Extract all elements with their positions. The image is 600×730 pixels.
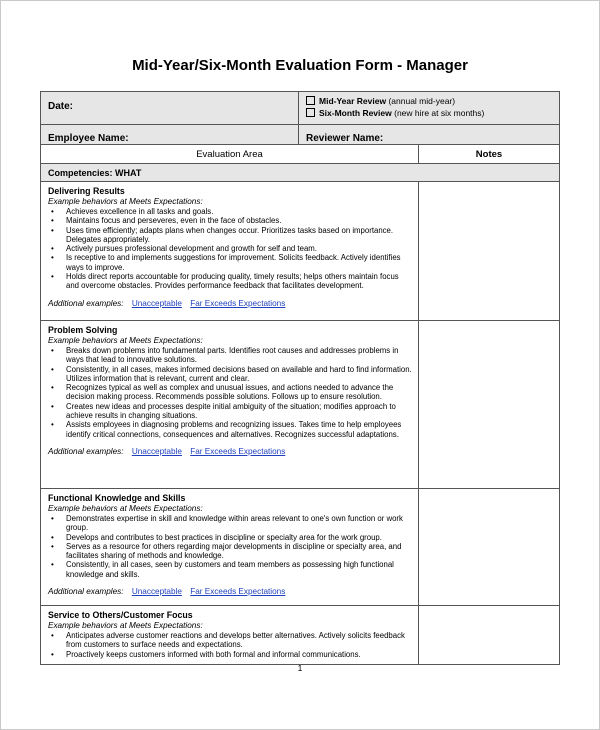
section-service-to-others — [41, 606, 559, 664]
section-functional-knowledge — [41, 489, 559, 606]
names-row — [41, 125, 559, 145]
section-problem-solving — [41, 321, 559, 489]
additional-examples-label: Additional examples: — [48, 446, 124, 456]
review-type-cell — [299, 92, 559, 124]
column-header-row — [41, 145, 559, 164]
section-subtitle: Example behaviors at Meets Expectations: — [48, 336, 203, 345]
reviewer-name-label: Reviewer Name: — [306, 133, 384, 144]
behavior-list — [48, 514, 412, 579]
reviewer-name-cell[interactable] — [299, 125, 559, 144]
section-content — [41, 321, 419, 488]
mid-year-checkbox[interactable] — [306, 96, 315, 105]
notes-cell[interactable] — [419, 489, 559, 605]
date-cell[interactable] — [41, 92, 299, 124]
section-content — [41, 182, 419, 320]
section-subtitle: Example behaviors at Meets Expectations: — [48, 621, 203, 630]
list-item: • Assists employees in diagnosing problems and recognizing issues. Takes time to help employees identify critical connections, consequences and alternatives. Recognizes successful adaptations. — [66, 420, 412, 439]
notes-cell[interactable] — [419, 182, 559, 320]
far-exceeds-link[interactable]: Far Exceeds Expectations — [190, 587, 286, 597]
list-item: • Achieves excellence in all tasks and goals. — [66, 207, 412, 216]
list-item: • Consistently, in all cases, seen by customers and team members as possessing high functional knowledge and skills. — [66, 560, 412, 579]
employee-name-cell[interactable] — [41, 125, 299, 144]
additional-examples-label: Additional examples: — [48, 298, 124, 308]
list-item: • Holds direct reports accountable for producing quality, timely results; helps others maintain focus and overcome obstacles. Provides performance feedback that facilitates development. — [66, 272, 412, 291]
section-title: Delivering Results — [48, 186, 125, 196]
six-month-checkbox[interactable] — [306, 108, 315, 117]
section-title: Functional Knowledge and Skills — [48, 493, 186, 503]
additional-examples — [48, 587, 412, 597]
list-item: • Is receptive to and implements suggestions for improvement. Solicits feedback. Actively identifies ways to improve. — [66, 253, 412, 272]
six-month-label: Six-Month Review — [319, 108, 392, 118]
far-exceeds-link[interactable]: Far Exceeds Expectations — [190, 298, 286, 308]
additional-examples-label: Additional examples: — [48, 587, 124, 597]
mid-year-option[interactable] — [306, 95, 552, 107]
section-subtitle: Example behaviors at Meets Expectations: — [48, 504, 203, 513]
list-item: • Maintains focus and perseveres, even in the face of obstacles. — [66, 216, 412, 225]
additional-examples — [48, 299, 412, 309]
additional-examples — [48, 447, 412, 457]
competencies-row — [41, 164, 559, 182]
section-title: Problem Solving — [48, 325, 118, 335]
behavior-list — [48, 346, 412, 439]
six-month-option[interactable] — [306, 107, 552, 119]
six-month-note: (new hire at six months) — [394, 108, 485, 118]
unacceptable-link[interactable]: Unacceptable — [131, 298, 182, 308]
list-item: • Develops and contributes to best practices in discipline or specialty area for the work group. — [66, 533, 412, 542]
date-label: Date: — [48, 101, 74, 112]
employee-name-label: Employee Name: — [48, 133, 129, 144]
section-content — [41, 489, 419, 605]
evaluation-area-header: Evaluation Area — [41, 145, 419, 163]
section-delivering-results — [41, 182, 559, 321]
list-item: • Anticipates adverse customer reactions and develops better alternatives. Actively solicits feedback from customers to surface needs and expectations. — [66, 631, 412, 650]
section-title: Service to Others/Customer Focus — [48, 610, 193, 620]
list-item: • Demonstrates expertise in skill and knowledge within areas relevant to one's own function or work group. — [66, 514, 412, 533]
list-item: • Creates new ideas and processes despite initial ambiguity of the situation; modifies approach to achieve results in changing situations. — [66, 402, 412, 421]
list-item: • Actively pursues professional development and growth for self and team. — [66, 244, 412, 253]
section-subtitle: Example behaviors at Meets Expectations: — [48, 197, 203, 206]
list-item: • Breaks down problems into fundamental parts. Identifies root causes and addresses problems in ways that lead to innovative solutions. — [66, 346, 412, 365]
notes-cell[interactable] — [419, 606, 559, 664]
mid-year-label: Mid-Year Review — [319, 96, 387, 106]
notes-cell[interactable] — [419, 321, 559, 488]
list-item: • Recognizes typical as well as complex and unusual issues, and actions needed to advance the decision making process. Recommends possible solutions. Follows up to ensure resolution. — [66, 383, 412, 402]
section-content — [41, 606, 419, 664]
list-item: • Consistently, in all cases, makes informed decisions based on available and hard to find information. Utilizes information that is relevant, current and clear. — [66, 365, 412, 384]
unacceptable-link[interactable]: Unacceptable — [131, 587, 182, 597]
date-row — [41, 92, 559, 125]
list-item: • Uses time efficiently; adapts plans when changes occur. Prioritizes tasks based on importance. Delegates appropriately. — [66, 226, 412, 245]
far-exceeds-link[interactable]: Far Exceeds Expectations — [190, 446, 286, 456]
competencies-label: Competencies: WHAT — [48, 168, 142, 178]
mid-year-note: (annual mid-year) — [388, 96, 456, 106]
behavior-list — [48, 631, 412, 659]
evaluation-form — [40, 91, 560, 665]
list-item: • Serves as a resource for others regarding major developments in discipline or specialty area, and facilitates sharing of methods and knowledge. — [66, 542, 412, 561]
page-number: 1 — [297, 663, 303, 673]
unacceptable-link[interactable]: Unacceptable — [131, 446, 182, 456]
notes-header: Notes — [475, 149, 503, 160]
list-item: • Proactively keeps customers informed with both formal and informal communications. — [66, 650, 412, 659]
behavior-list — [48, 207, 412, 291]
page-title: Mid-Year/Six-Month Evaluation Form - Manager — [132, 57, 468, 74]
